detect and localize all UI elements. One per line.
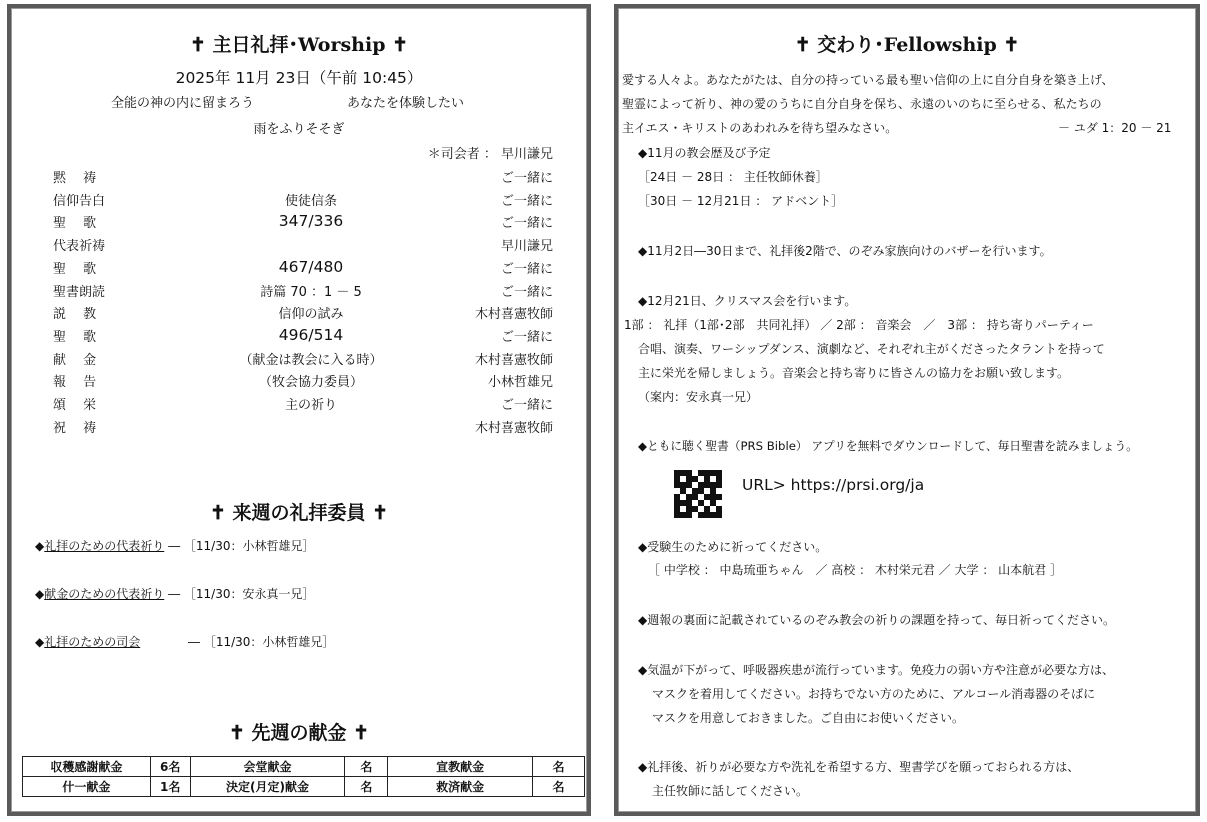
service-leader: 木村喜憲牧師 [474, 420, 553, 436]
committee-item-1 [35, 537, 314, 554]
service-detail: （献金は教会に入る時） [239, 352, 383, 368]
bible-app-notice: ◆ともに聴く聖書（PRS Bible） アプリを無料でダウンロードして、毎日聖書を読みましょう。 [638, 439, 1138, 453]
bazaar-notice: ◆11月2日―30日まで、礼拝後2階で、のぞみ家族向けのバザーを行います。 [638, 244, 1052, 258]
app-url-link[interactable]: URL> https://prsi.org/ja [742, 476, 925, 494]
verse-reference: － ユダ 1：20 － 21 [1058, 121, 1172, 135]
service-item: 献 金 [53, 352, 97, 368]
fellowship-title: ✝ 交わり･Fellowship ✝ [794, 34, 1020, 56]
service-leader: 小林哲雄兄 [487, 375, 553, 391]
service-detail: 使徒信条 [284, 193, 337, 209]
committee-value: ― ［11/30：小林哲雄兄］ [164, 539, 315, 553]
schedule-item: ［24日 － 28日 ： 主任牧師休養］ [638, 170, 828, 184]
service-item: 聖 歌 [53, 216, 97, 232]
offering-title: ✝ 先週の献金 ✝ [228, 722, 370, 744]
table-cell: 宣教献金 [388, 757, 533, 777]
offering-table [22, 756, 585, 797]
table-cell: 6名 [150, 757, 190, 777]
presider: ＊司会者 ： 早川謙兄 [427, 147, 553, 162]
service-leader: ご一緒に [500, 398, 553, 413]
prayer-notice: ◆週報の裏面に記載されているのぞみ教会の祈りの課題を持って、毎日祈ってください。 [638, 613, 1115, 627]
table-cell: 1名 [150, 777, 190, 797]
health-line: ◆気温が下がって、呼吸器疾患が流行っています。免疫力の弱い方や注意が必要な方は、 [638, 663, 1115, 677]
service-detail: 詩篇 70 ：1 － 5 [260, 284, 362, 300]
table-cell: 名 [345, 777, 388, 797]
after-service-line: ◆礼拝後、祈りが必要な方や洗礼を希望する方、聖書学びを願っておられる方は、 [638, 760, 1080, 774]
worship-title: ✝ 主日礼拝･Worship ✝ [189, 34, 409, 56]
committee-label: 礼拝のための司会 [44, 635, 141, 649]
committee-label: 献金のための代表祈り [44, 587, 165, 601]
service-leader: ご一緒に [500, 171, 553, 186]
service-detail: 信仰の試み [278, 307, 344, 323]
service-item: 聖 歌 [53, 329, 97, 345]
service-leader: ご一緒に [500, 329, 553, 345]
bullet: ◆ [35, 539, 45, 553]
committee-title: ✝ 来週の礼拝委員 ✝ [209, 502, 389, 524]
committee-item-3 [35, 633, 140, 650]
service-item: 報 告 [53, 375, 97, 391]
service-leader: 早川謙兄 [500, 239, 553, 255]
exam-title: ◆受験生のために祈ってください。 [638, 540, 828, 554]
service-item: 黙 祷 [53, 171, 97, 186]
service-leader: ご一緒に [500, 284, 553, 300]
verse-line: 愛する人々よ。あなたがたは、自分の持っている最も聖い信仰の上に自分自身を築き上げ、 [622, 73, 1114, 87]
table-row [23, 777, 585, 797]
bullet: ◆ [35, 587, 45, 601]
service-item: 聖 歌 [53, 261, 97, 277]
table-cell: 収穫感謝献金 [23, 757, 151, 777]
health-line: マスクを用意しておきました。ご自由にお使いください。 [652, 711, 965, 725]
service-leader: ご一緒に [500, 193, 553, 209]
committee-value: ― ［11/30：小林哲雄兄］ [188, 635, 335, 649]
theme-song-1: 全能の神の内に留まろう [111, 96, 255, 111]
health-line: マスクを着用してください。お持ちでない方のために、アルコール消毒器のそばに [652, 687, 1096, 701]
qr-code-icon [674, 470, 722, 518]
service-detail: 347/336 [278, 212, 344, 231]
service-leader: ご一緒に [500, 261, 553, 277]
service-leader: 木村喜憲牧師 [474, 307, 553, 323]
service-leader: 木村喜憲牧師 [474, 352, 553, 368]
service-item: 頌 栄 [53, 398, 97, 413]
service-detail: （牧会協力委員） [258, 375, 363, 391]
christmas-line: 合唱、演奏、ワーシップダンス、演劇など、それぞれ主がくださったタラントを持って [638, 342, 1105, 356]
schedule-item: ［30日 － 12月21日 ： アドベント］ [638, 194, 844, 208]
table-cell: 名 [533, 777, 585, 797]
committee-item-2 [35, 585, 314, 602]
fellowship-panel [614, 4, 1200, 816]
table-cell: 名 [533, 757, 585, 777]
verse-line: 聖霊によって祈り、神の愛のうちに自分自身を保ち、永遠のいのちに至らせる、私たちの [622, 97, 1102, 111]
worship-panel [7, 4, 591, 816]
bullet: ◆ [35, 635, 45, 649]
schedule-title: ◆11月の教会歴及び予定 [638, 146, 771, 160]
christmas-contact: （案内：安永真一兄） [638, 390, 759, 404]
service-detail: 496/514 [278, 325, 344, 344]
exam-list: ［ 中学校 ： 中島琉亜ちゃん ／ 高校 ： 木村栄元君 ／ 大学 ： 山本航君 ］ [648, 563, 1062, 577]
table-cell: 決定(月定)献金 [190, 777, 345, 797]
service-leader: ご一緒に [500, 216, 553, 232]
service-item: 代表祈祷 [53, 239, 106, 255]
table-row [23, 757, 585, 777]
committee-label: 礼拝のための代表祈り [44, 539, 165, 553]
service-item: 信仰告白 [53, 193, 106, 209]
service-item: 祝 祷 [53, 420, 97, 436]
christmas-title: ◆12月21日、クリスマス会を行います。 [638, 294, 857, 308]
christmas-line: 1部 ： 礼拝（1部･2部 共同礼拝） ／ 2部 ： 音楽会 ／ 3部 ： 持ち寄りパーティー [624, 318, 1094, 332]
service-detail: 467/480 [278, 257, 344, 276]
verse-line: 主イエス・キリストのあわれみを待ち望みなさい。 [622, 121, 898, 135]
service-date: 2025年 11月 23日（午前 10:45） [175, 69, 423, 87]
service-item: 説 教 [53, 307, 97, 323]
christmas-line: 主に栄光を帰しましょう。音楽会と持ち寄りに皆さんの協力をお願い致します。 [638, 366, 1070, 380]
table-cell: 救済献金 [388, 777, 533, 797]
table-cell: 会堂献金 [190, 757, 345, 777]
service-detail: 主の祈り [284, 398, 337, 413]
theme-song-2: あなたを体験したい [347, 96, 465, 111]
theme-song-3: 雨をふりそそぎ [253, 122, 345, 137]
committee-value: ― ［11/30：安永真一兄］ [164, 587, 315, 601]
table-cell: 名 [345, 757, 388, 777]
after-service-line: 主任牧師に話してください。 [652, 784, 809, 798]
service-item: 聖書朗読 [53, 284, 106, 300]
table-cell: 什一献金 [23, 777, 151, 797]
